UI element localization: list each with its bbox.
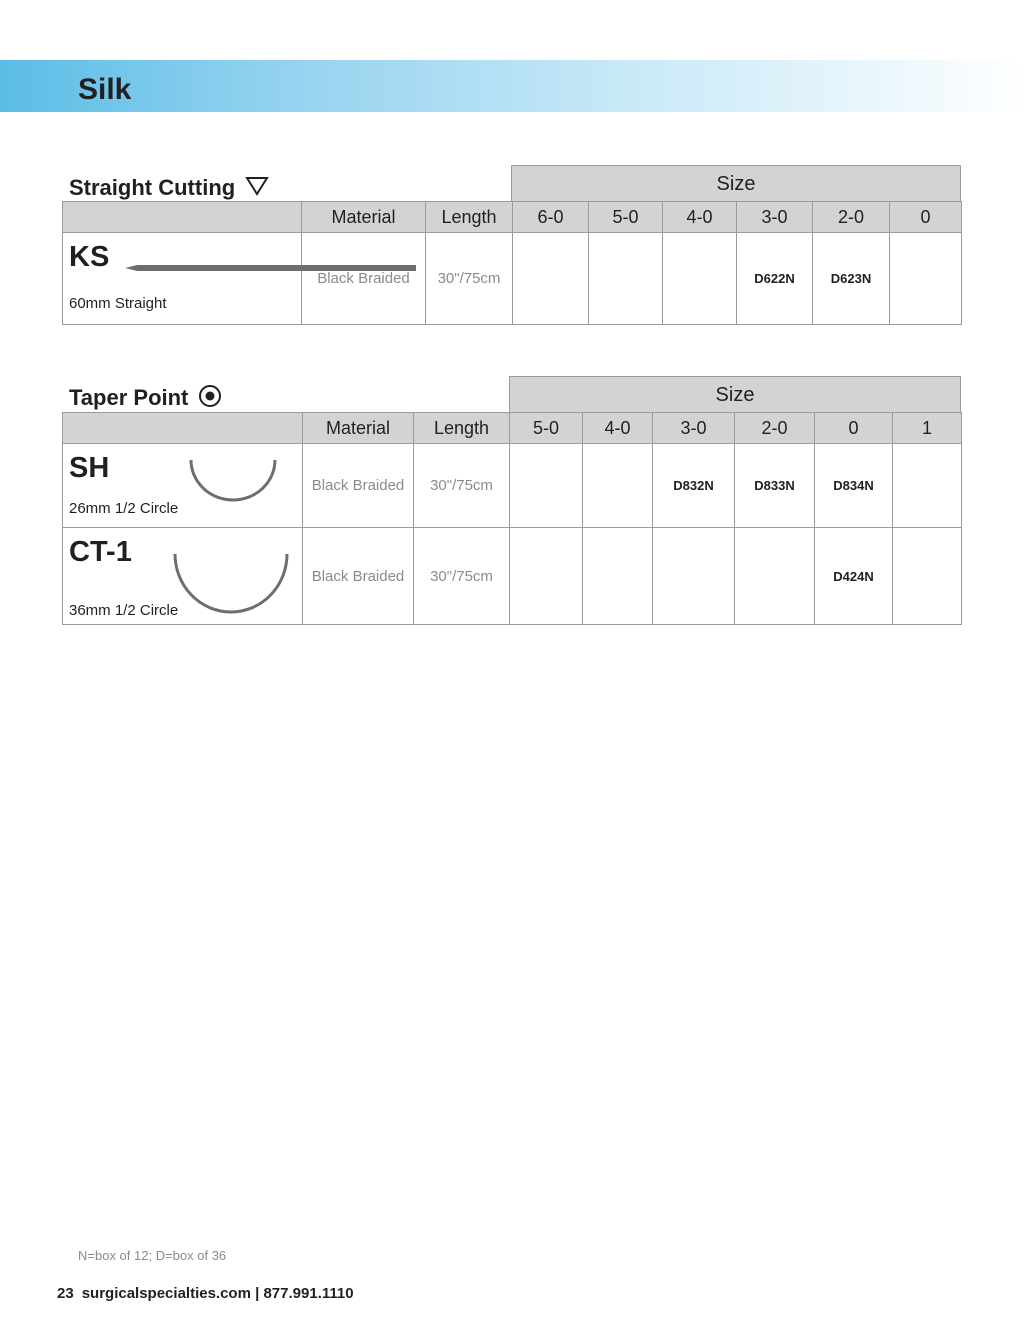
product-code-cell [513, 233, 589, 325]
straight-cutting-grid [62, 201, 962, 325]
product-code-cell [510, 528, 583, 625]
size-col-header: 0 [815, 413, 893, 444]
blank-header-cell [63, 202, 302, 233]
product-code-cell: D623N [813, 233, 890, 325]
taper-point-table [62, 376, 961, 627]
table-row [63, 528, 962, 625]
title-banner [0, 60, 1024, 112]
column-header-row [63, 202, 962, 233]
section-title-straight-cutting [69, 175, 269, 202]
product-code-cell [510, 444, 583, 528]
product-code-cell [663, 233, 737, 325]
needle-description: 36mm 1/2 Circle [69, 602, 179, 619]
product-code-cell [653, 528, 735, 625]
size-col-header: 2-0 [813, 202, 890, 233]
length-cell: 30"/75cm [426, 233, 513, 325]
section-title-text: Straight Cutting [69, 175, 236, 200]
product-code-cell [893, 444, 962, 528]
size-header: Size [511, 165, 961, 201]
size-col-header: 6-0 [513, 202, 589, 233]
needle-name: CT-1 [69, 536, 132, 568]
product-code-cell [583, 528, 653, 625]
size-col-header: 2-0 [735, 413, 815, 444]
size-col-header: 3-0 [653, 413, 735, 444]
needle-cell [63, 233, 302, 325]
material-header: Material [303, 413, 414, 444]
table-row [63, 233, 962, 325]
material-cell: Black Braided [302, 233, 426, 325]
product-code-cell [583, 444, 653, 528]
section-title-text: Taper Point [69, 384, 189, 410]
product-code-cell: D622N [737, 233, 813, 325]
circle-dot-icon [198, 384, 222, 414]
size-header: Size [509, 376, 961, 412]
needle-description: 60mm Straight [69, 295, 167, 312]
footer-contact: surgicalspecialties.com | 877.991.1110 [81, 1285, 354, 1302]
product-code-cell [735, 528, 815, 625]
size-col-header: 4-0 [583, 413, 653, 444]
length-header: Length [426, 202, 513, 233]
size-col-header: 5-0 [510, 413, 583, 444]
length-cell: 30"/75cm [414, 528, 510, 625]
half-circle-needle-image [171, 550, 291, 616]
straight-cutting-table [62, 165, 961, 328]
product-code-cell [890, 233, 962, 325]
size-col-header: 5-0 [589, 202, 663, 233]
needle-cell [63, 444, 303, 528]
length-cell: 30"/75cm [414, 444, 510, 528]
needle-name: KS [69, 241, 110, 273]
needle-cell [63, 528, 303, 625]
product-code-cell: D424N [815, 528, 893, 625]
length-header: Length [414, 413, 510, 444]
taper-point-grid [62, 412, 962, 625]
half-circle-needle-image [187, 456, 279, 508]
product-code-cell: D834N [815, 444, 893, 528]
triangle-down-icon [245, 176, 269, 202]
size-col-header: 4-0 [663, 202, 737, 233]
page-footer [57, 1285, 362, 1302]
page-number: 23 [57, 1285, 74, 1302]
material-cell: Black Braided [303, 444, 414, 528]
product-code-cell: D832N [653, 444, 735, 528]
table-row [63, 444, 962, 528]
footnote: N=box of 12; D=box of 36 [78, 1248, 227, 1263]
material-header: Material [302, 202, 426, 233]
page-title: Silk [78, 73, 132, 106]
needle-description: 26mm 1/2 Circle [69, 500, 179, 517]
column-header-row [63, 413, 962, 444]
section-title-taper-point [69, 384, 222, 414]
size-col-header: 3-0 [737, 202, 813, 233]
material-cell: Black Braided [303, 528, 414, 625]
product-code-cell: D833N [735, 444, 815, 528]
size-col-header: 0 [890, 202, 962, 233]
product-code-cell [893, 528, 962, 625]
needle-name: SH [69, 452, 110, 484]
product-code-cell [589, 233, 663, 325]
size-col-header: 1 [893, 413, 962, 444]
blank-header-cell [63, 413, 303, 444]
